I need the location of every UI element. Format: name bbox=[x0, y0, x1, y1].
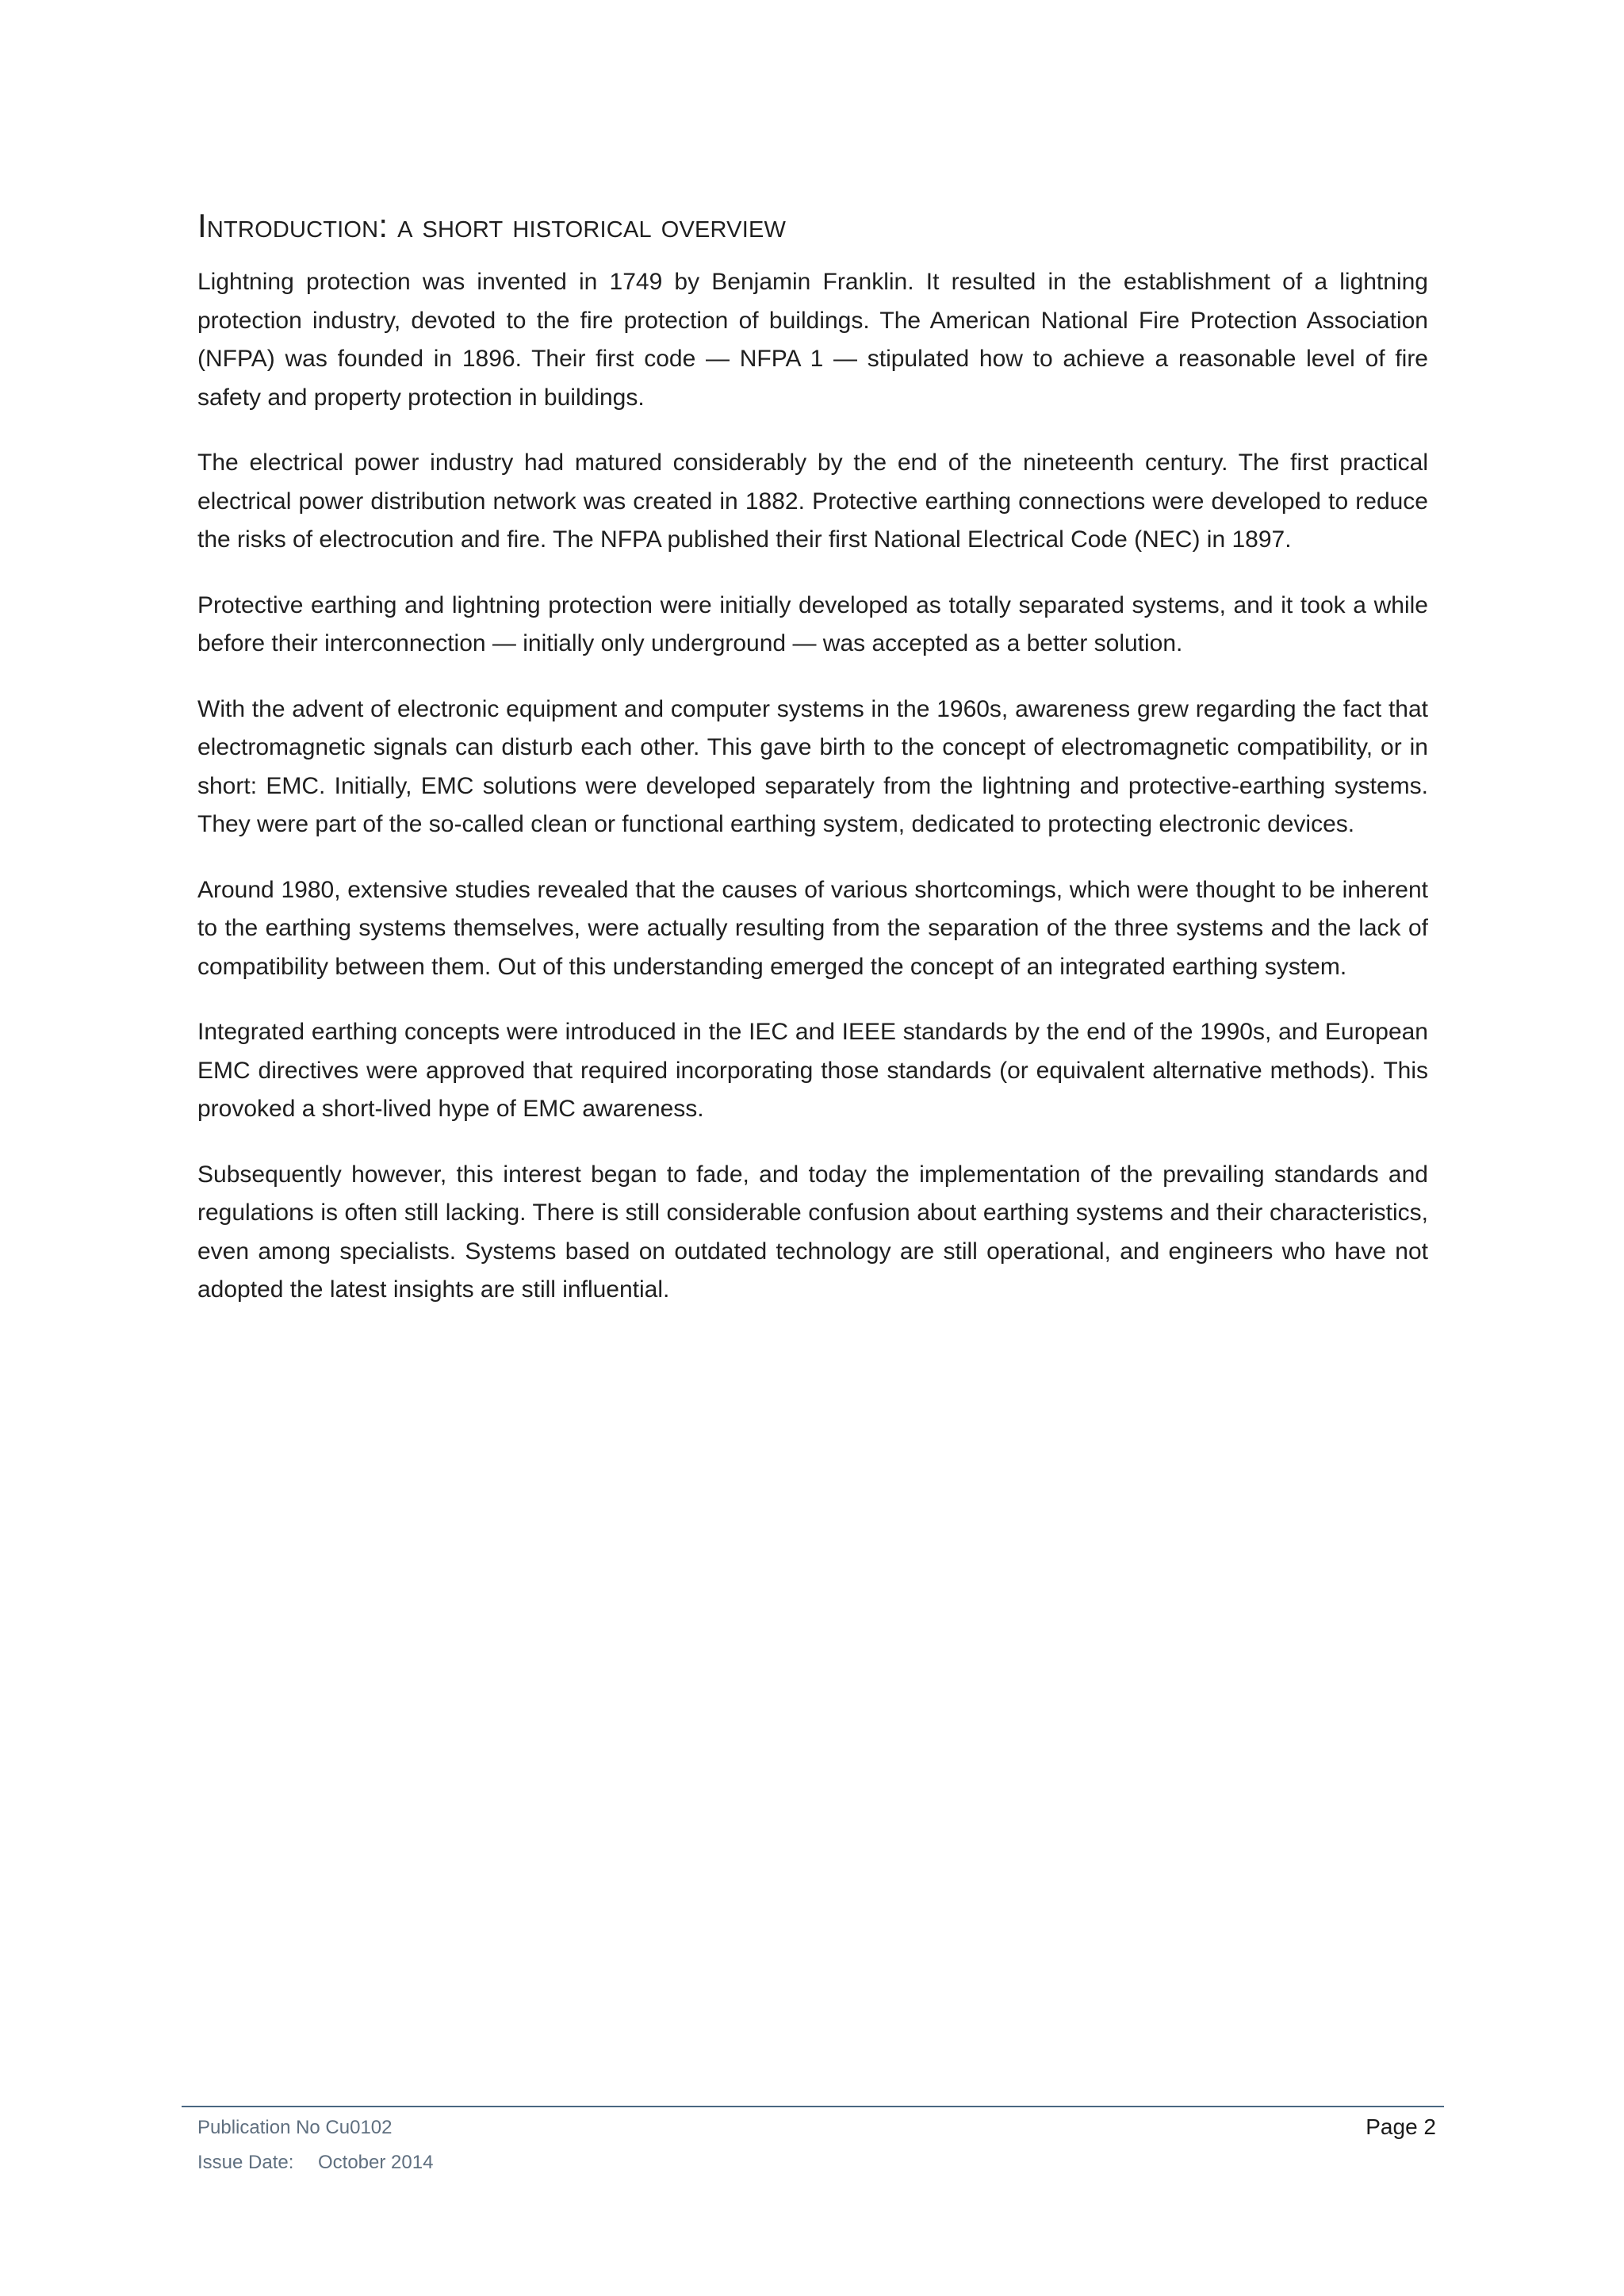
issue-date-label: Issue Date: bbox=[197, 2152, 294, 2173]
paragraph: Lightning protection was invented in 1749 by Benjamin Franklin. It resulted in the establishment of a lightning protection industry, devoted to the fire protection of buildings. The American National Fire Protection Association (NFPA) was founded in 1896. Their first code — NFPA 1 — stipulated how to achieve a reasonable level of fire safety and property protection in buildings. bbox=[197, 269, 1428, 411]
publication-number: Publication No Cu0102 bbox=[197, 2117, 393, 2138]
paragraph: With the advent of electronic equipment and computer systems in the 1960s, awareness grew regarding the fact that electromagnetic signals can disturb each other. This gave birth to the concept of electromagnetic compatibility, or in short: EMC. Initially, EMC solutions were developed separately from the lightning and protective-earthing systems. They were part of the so-called clean or functional earthing system, dedicated to protecting electronic devices. bbox=[197, 695, 1428, 837]
paragraph: The electrical power industry had matured considerably by the end of the nineteenth century. The first practical electrical power distribution network was created in 1882. Protective earthing connections were developed to reduce the risks of electrocution and fire. The NFPA published their first National Electrical Code (NEC) in 1897. bbox=[197, 450, 1428, 553]
paragraph: Integrated earthing concepts were introduced in the IEC and IEEE standards by the end of the 1990s, and European EMC directives were approved that required incorporating those standards (or equivalent alternative methods). This provoked a short-lived hype of EMC awareness. bbox=[197, 1019, 1428, 1122]
issue-date-line bbox=[197, 2150, 433, 2175]
paragraph: Protective earthing and lightning protection were initially developed as totally separated systems, and it took a while before their interconnection — initially only underground — was accepted as a better solution. bbox=[197, 591, 1428, 656]
paragraph: Around 1980, extensive studies revealed that the causes of various shortcomings, which were thought to be inherent to the earthing systems themselves, were actually resulting from the separation of the three systems and the lack of compatibility between them. Out of this understanding emerged the concept of an integrated earthing system. bbox=[197, 876, 1428, 980]
section-heading: Introduction: a short historical overview bbox=[197, 207, 787, 244]
paragraph: Subsequently however, this interest began to fade, and today the implementation of the prevailing standards and regulations is often still lacking. There is still considerable confusion about earthing systems and their characteristics, even among specialists. Systems based on outdated technology are still operational, and engineers who have not adopted the latest insights are still influential. bbox=[197, 1161, 1428, 1303]
document-body bbox=[197, 205, 1428, 1337]
issue-date-value: October 2014 bbox=[318, 2152, 434, 2173]
page-number: Page 2 bbox=[1365, 2114, 1436, 2139]
footer-divider bbox=[182, 2106, 1444, 2107]
